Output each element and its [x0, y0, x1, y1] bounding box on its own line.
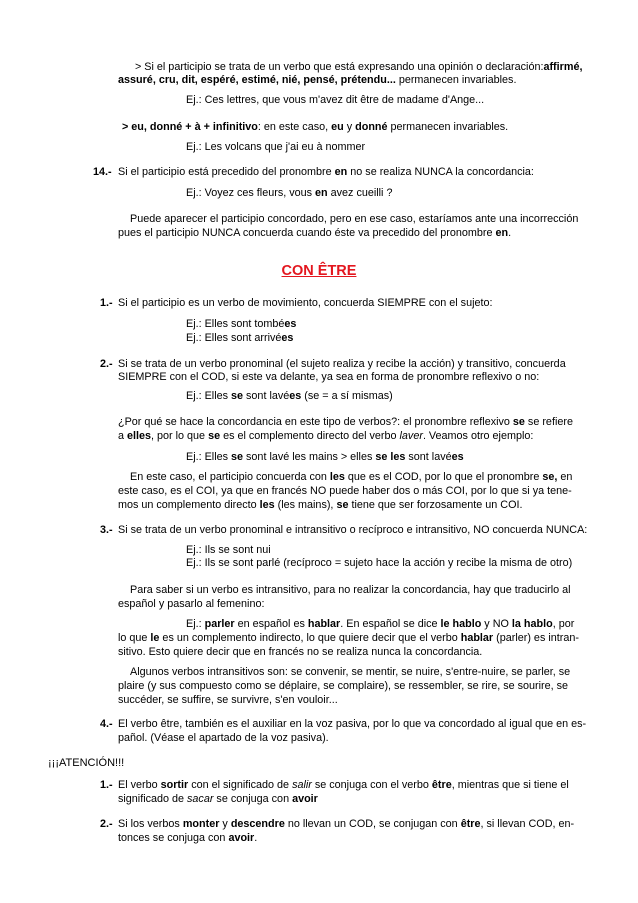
text-run: avez cueilli ? [327, 187, 393, 199]
bold-run: en [315, 187, 328, 199]
text-run: Si el participio es un verbo de movimiento, concuerda SIEMPRE con el sujeto: [118, 297, 493, 309]
bold-run: es [289, 390, 302, 402]
text-run: Si se trata de un verbo pronominal e intransitivo o recíproco e intransitivo, NO concuerda NUNCA: [118, 524, 588, 536]
intransitive-list-line-2: plaire (y sus compuesto como se déplaire, se complaire), se ressembler, se rire, se sourire, se [118, 680, 569, 692]
etre-rule-2-why-line-1 [118, 415, 573, 429]
text-run: no se realiza NUNCA la concordancia: [347, 166, 534, 178]
etre-rule-1-example-1 [186, 317, 296, 331]
etre-rule-4-line-1 [100, 717, 586, 731]
text-run: . [254, 832, 258, 844]
attention-item-1-line-2 [118, 792, 318, 806]
text-run: Ej.: Elles [186, 390, 232, 402]
text-run: Ej.: [186, 618, 205, 630]
etre-rule-2-explanation-line-1 [130, 470, 572, 484]
text-run: , mientras que si tiene el [451, 779, 569, 791]
bold-run: les [329, 471, 345, 483]
text-run: Ej.: Elles sont tombé [186, 318, 285, 330]
text-run: se refiere [524, 416, 573, 428]
intransitive-list-line-3: succéder, se suffire, se survivre, s'en vouloir... [118, 694, 338, 706]
etre-rule-1-line [100, 296, 492, 310]
bold-run: le [150, 632, 160, 644]
text-run: lo que [118, 632, 151, 644]
etre-rule-3-number: 3.- [100, 524, 113, 536]
text-run: sont lavé [405, 451, 452, 463]
attention-item-2-number: 2.- [100, 818, 113, 830]
italic-run: laver [399, 430, 423, 442]
bold-run: se [336, 499, 349, 511]
etre-rule-3-method-line-1: Para saber si un verbo es intransitivo, para no realizar la concordancia, hay que traducirlo al [130, 584, 571, 596]
italic-run: salir [292, 779, 312, 791]
bold-run: eu [331, 121, 344, 133]
text-run: , si llevan COD, en- [480, 818, 575, 830]
eu-donne-rule-example: Ej.: Les volcans que j'ai eu à nommer [186, 141, 366, 153]
text-run: a [118, 430, 128, 442]
text-run: y [343, 121, 356, 133]
bold-run: en [334, 166, 348, 178]
text-run: El verbo [118, 779, 161, 791]
text-run: y [219, 818, 231, 830]
bold-run: être [431, 779, 452, 791]
etre-rule-2-number: 2.- [100, 358, 113, 370]
text-run: , por [552, 618, 575, 630]
text-run: Ej.: Elles [186, 451, 232, 463]
text-run: permanecen invariables. [395, 74, 517, 86]
text-run: Si los verbos [118, 818, 183, 830]
etre-rule-4-number: 4.- [100, 718, 113, 730]
text-run: pues el participio NUNCA concuerda cuando éste va precedido del pronombre [118, 227, 496, 239]
text-run: se conjuga con el verbo [311, 779, 432, 791]
etre-rule-3-example-2: Ej.: Ils se sont parlé (recíproco = sujeto hace la acción y recibe la misma de otro) [186, 557, 573, 569]
text-run: no llevan un COD, se conjugan con [284, 818, 461, 830]
bold-run: descendre [230, 818, 285, 830]
text-run: con el significado de [188, 779, 293, 791]
bold-run: > eu, donné + à + infinitivo [122, 121, 258, 133]
text-run: Ej.: Voyez ces fleurs, vous [186, 187, 316, 199]
etre-rule-2-example-1 [186, 389, 393, 403]
rule-14-note-line-1: Puede aparecer el participio concordado, pero en ese caso, estaríamos ante una incorrección [130, 213, 579, 225]
text-run: y NO [481, 618, 512, 630]
etre-rule-3-method-line-2: español y pasarlo al femenino: [118, 598, 265, 610]
bold-run: donné [355, 121, 388, 133]
etre-rule-3-parler-line-1 [186, 617, 574, 631]
bold-run: avoir [292, 793, 318, 805]
opinion-rule-line-1 [135, 60, 582, 74]
section-title: CON ÊTRE [281, 263, 357, 279]
etre-rule-4-line-2: pañol. (Véase el apartado de la voz pasiva). [118, 732, 329, 744]
text-run: , por lo que [151, 430, 209, 442]
etre-rule-3-parler-line-2 [118, 631, 579, 645]
text-run: mos un complemento directo [118, 499, 260, 511]
text-run: que es el COD, por lo que el pronombre [344, 471, 543, 483]
text-run: (parler) es intran- [493, 632, 579, 644]
etre-rule-3-parler-line-3: sitivo. Esto quiere decir que en francés no se realiza nunca la concordancia. [118, 646, 483, 658]
text-run: en [557, 471, 573, 483]
italic-run: sacar [187, 793, 214, 805]
bold-run: se [231, 451, 244, 463]
rule-14-note-line-2 [118, 226, 511, 240]
bold-run: assuré, cru, dit, espéré, estimé, nié, pensé, prétendu... [118, 74, 396, 86]
rule-14-line [93, 165, 534, 179]
etre-rule-3-line [100, 523, 587, 537]
bold-run: elles [127, 430, 152, 442]
bold-run: es [281, 332, 294, 344]
text-run: se conjuga con [213, 793, 293, 805]
bold-run: es [451, 451, 464, 463]
etre-rule-1-example-2 [186, 331, 293, 345]
bold-run: se [208, 430, 221, 442]
text-run: Ej.: Elles sont arrivé [186, 332, 282, 344]
text-run: es el complemento directo del verbo [220, 430, 400, 442]
bold-run: affirmé, [543, 61, 583, 73]
bold-run: hablar [307, 618, 341, 630]
opinion-rule-line-2 [118, 73, 516, 87]
bold-run: monter [182, 818, 220, 830]
attention-item-2-line-1 [100, 817, 574, 831]
etre-rule-2-explanation-line-2: este caso, es el COI, ya que en francés NO puede haber dos o más COI, por lo que si ya tene- [118, 485, 572, 497]
bold-run: hablar [460, 632, 494, 644]
bold-run: en [495, 227, 509, 239]
bold-run: être [460, 818, 481, 830]
bold-run: se [231, 390, 244, 402]
text-run: . [508, 227, 512, 239]
text-run: es un complemento indirecto, lo que quiere decir que el verbo [159, 632, 461, 644]
etre-rule-2-why-line-2 [118, 429, 533, 443]
bold-run: se [512, 416, 525, 428]
attention-title: ¡¡¡ATENCIÓN!!! [48, 757, 125, 769]
bold-run: se les [375, 451, 406, 463]
text-run: en español es [234, 618, 308, 630]
text-run: . En español se dice [340, 618, 441, 630]
etre-rule-2-explanation-line-3 [118, 498, 523, 512]
attention-item-1-number: 1.- [100, 779, 113, 791]
etre-rule-2-line-2: SIEMPRE con el COD, si este va delante, ya sea en forma de pronombre reflexivo o no: [118, 371, 540, 383]
text-run: (les mains), [274, 499, 337, 511]
text-run: sont lavé les mains > elles [243, 451, 376, 463]
text-run: tonces se conjuga con [118, 832, 229, 844]
bold-run: es [284, 318, 297, 330]
bold-run: se, [542, 471, 558, 483]
opinion-rule-example: Ej.: Ces lettres, que vous m'avez dit être de madame d'Ange... [186, 94, 485, 106]
text-run: tiene que ser forzosamente un COI. [348, 499, 523, 511]
text-run: Si el participio está precedido del pronombre [118, 166, 335, 178]
eu-donne-rule-line [122, 120, 508, 134]
bold-run: sortir [160, 779, 189, 791]
text-run: > Si el participio se trata de un verbo que está expresando una opinión o declaración: [135, 61, 544, 73]
rule-14-number: 14.- [93, 166, 112, 178]
etre-rule-2-example-2 [186, 450, 464, 464]
text-run: El verbo être, también es el auxiliar en la voz pasiva, por lo que va concordado al igual que en es- [118, 718, 587, 730]
intransitive-list-line-1: Algunos verbos intransitivos son: se convenir, se mentir, se nuire, s'entre-nuire, se parler, se [130, 666, 571, 678]
text-run: significado de [118, 793, 188, 805]
attention-item-1-line-1 [100, 778, 569, 792]
text-run: permanecen invariables. [387, 121, 509, 133]
attention-item-2-line-2 [118, 831, 257, 845]
text-run: . Veamos otro ejemplo: [422, 430, 534, 442]
rule-14-example [186, 186, 392, 200]
text-run: En este caso, el participio concuerda con [130, 471, 330, 483]
etre-rule-2-line-1 [100, 357, 566, 371]
bold-run: les [259, 499, 275, 511]
bold-run: parler [204, 618, 235, 630]
bold-run: le hablo [440, 618, 482, 630]
etre-rule-3-example-1: Ej.: Ils se sont nui [186, 544, 271, 556]
text-run: (se = a sí mismas) [301, 390, 393, 402]
bold-run: la hablo [511, 618, 553, 630]
text-run: ¿Por qué se hace la concordancia en este tipo de verbos?: el pronombre reflexivo [118, 416, 513, 428]
text-run: : en este caso, [257, 121, 332, 133]
etre-rule-1-number: 1.- [100, 297, 113, 309]
text-run: Si se trata de un verbo pronominal (el sujeto realiza y recibe la acción) y transitivo, concuerda [118, 358, 566, 370]
bold-run: avoir [228, 832, 255, 844]
text-run: sont lavé [243, 390, 290, 402]
